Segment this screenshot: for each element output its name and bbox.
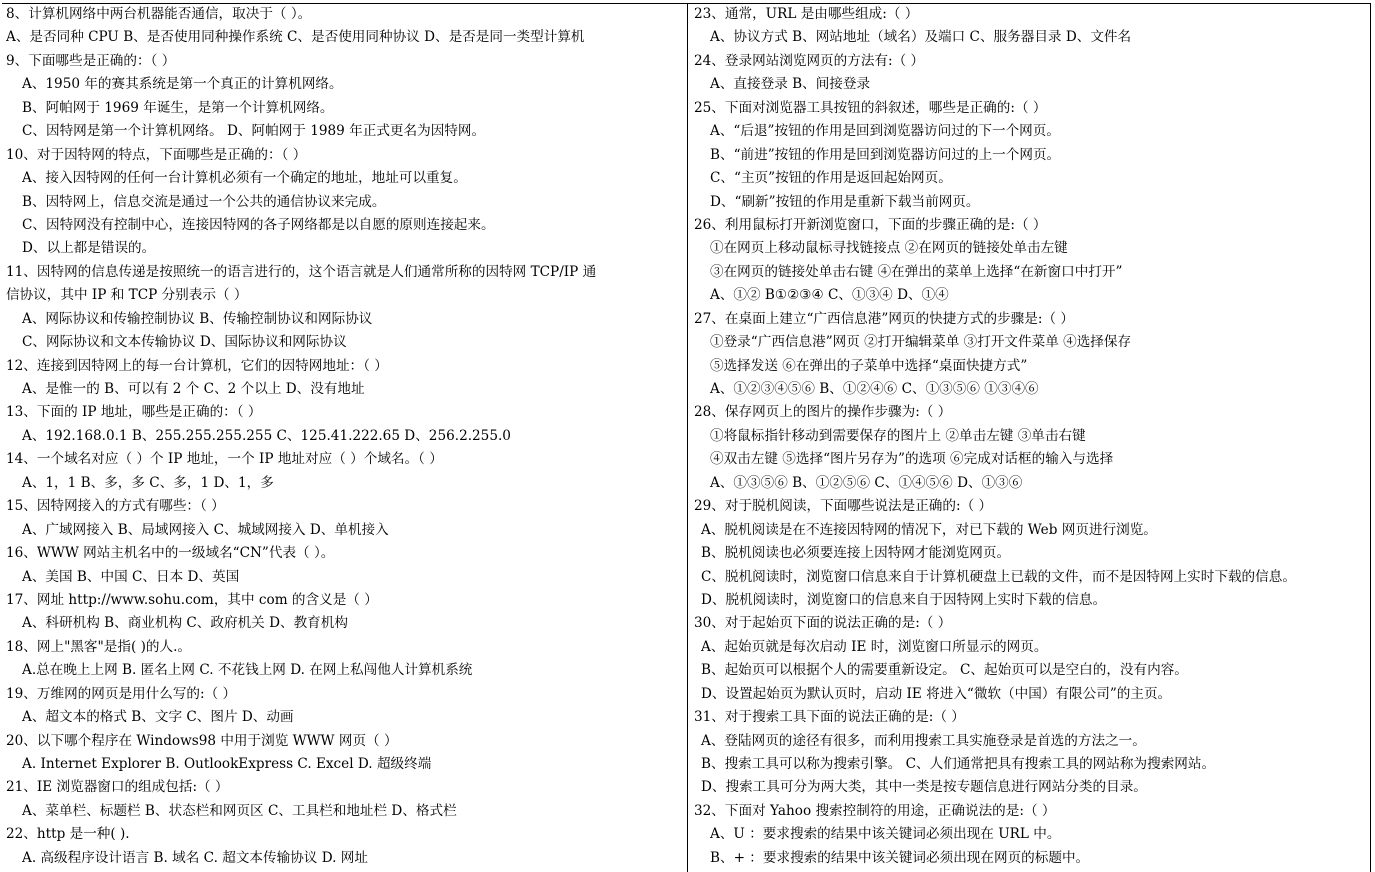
option-line: C、因特网是第一个计算机网络。 D、阿帕网于 1989 年正式更名为因特网。 bbox=[22, 123, 486, 140]
question-line: 11、因特网的信息传递是按照统一的语言进行的，这个语言就是人们通常所称的因特网 TCP/IP 通 bbox=[6, 263, 597, 280]
option-line: A、1，1 B、多，多 C、多，1 D、1，多 bbox=[22, 474, 274, 491]
question-line: 15、因特网接入的方式有哪些：（ ） bbox=[6, 498, 225, 515]
right-border bbox=[1370, 3, 1371, 872]
option-line: A、直接登录 B、间接登录 bbox=[710, 76, 871, 93]
question-line: 22、http 是一种( ). bbox=[6, 826, 130, 843]
option-line: A、科研机构 B、商业机构 C、政府机关 D、教育机构 bbox=[22, 615, 348, 632]
option-line: ④双击左键 ⑤选择“图片另存为”的选项 ⑥完成对话框的输入与选择 bbox=[710, 451, 1114, 468]
option-line: ①登录“广西信息港”网页 ②打开编辑菜单 ③打开文件菜单 ④选择保存 bbox=[710, 334, 1132, 351]
question-line: 20、以下哪个程序在 Windows98 中用于浏览 WWW 网页（ ） bbox=[6, 732, 398, 749]
question-line: 14、一个域名对应（ ）个 IP 地址，一个 IP 地址对应（ ）个域名。（ ） bbox=[6, 451, 443, 468]
left-column bbox=[6, 3, 684, 869]
option-line: A、脱机阅读是在不连接因特网的情况下，对已下载的 Web 网页进行浏览。 bbox=[701, 521, 1157, 538]
question-line: 18、网上"黑客"是指( )的人.。 bbox=[6, 638, 191, 655]
question-line: 21、IE 浏览器窗口的组成包括:（ ） bbox=[6, 779, 229, 796]
option-line: A.总在晚上上网 B. 匿名上网 C. 不花钱上网 D. 在网上私闯他人计算机系统 bbox=[22, 662, 473, 679]
option-line: A、U ：要求搜索的结果中该关键词必须出现在 URL 中。 bbox=[710, 826, 1061, 843]
option-line: A、是惟一的 B、可以有 2 个 C、2 个以上 D、没有地址 bbox=[22, 381, 365, 397]
option-line: D、“刷新”按钮的作用是重新下载当前网页。 bbox=[710, 193, 980, 210]
option-line: ⑤选择发送 ⑥在弹出的子菜单中选择“桌面快捷方式” bbox=[710, 357, 1028, 374]
right-column bbox=[694, 3, 1368, 869]
option-line: D、设置起始页为默认页时，启动 IE 将进入“微软（中国）有限公司”的主页。 bbox=[701, 685, 1172, 702]
option-line: B、因特网上，信息交流是通过一个公共的通信协议来完成。 bbox=[22, 193, 386, 210]
option-line: A、广域网接入 B、局域网接入 C、城域网接入 D、单机接入 bbox=[22, 521, 389, 538]
option-line: B、起始页可以根据个人的需要重新设定。 C、起始页可以是空白的，没有内容。 bbox=[701, 662, 1188, 679]
option-line: B、搜索工具可以称为搜索引擎。 C、人们通常把具有搜索工具的网站称为搜索网站。 bbox=[701, 756, 1216, 772]
option-line: C、网际协议和文本传输协议 D、国际协议和网际协议 bbox=[22, 334, 347, 351]
option-line: B、+ ：要求搜索的结果中该关键词必须出现在网页的标题中。 bbox=[710, 849, 1090, 866]
option-line: D、搜索工具可分为两大类，其中一类是按专题信息进行网站分类的目录。 bbox=[701, 779, 1147, 796]
question-line: 12、连接到因特网上的每一台计算机，它们的因特网地址：（ ） bbox=[6, 357, 388, 374]
option-line: A、①③⑤⑥ B、①②⑤⑥ C、①④⑤⑥ D、①③⑥ bbox=[710, 474, 1023, 491]
option-line: A、1950 年的赛其系统是第一个真正的计算机网络。 bbox=[22, 76, 343, 93]
option-line: A、菜单栏、标题栏 B、状态栏和网页区 C、工具栏和地址栏 D、格式栏 bbox=[22, 802, 457, 819]
question-line: 10、对于因特网的特点，下面哪些是正确的：（ ） bbox=[6, 146, 307, 163]
question-line: 16、WWW 网站主机名中的一级域名“CN”代表（ ）。 bbox=[6, 545, 335, 562]
option-line: A、网际协议和传输控制协议 B、传输控制协议和网际协议 bbox=[22, 310, 373, 327]
question-line: 19、万维网的网页是用什么写的:（ ） bbox=[6, 685, 237, 702]
question-line: 29、对于脱机阅读，下面哪些说法是正确的:（ ） bbox=[694, 498, 993, 515]
question-line: 24、登录网站浏览网页的方法有:（ ） bbox=[694, 52, 925, 69]
option-line: B、脱机阅读也必须要连接上因特网才能浏览网页。 bbox=[701, 545, 1011, 562]
question-line: 23、通常，URL 是由哪些组成:（ ） bbox=[694, 6, 919, 22]
question-line: 8、计算机网络中两台机器能否通信，取决于（ ）。 bbox=[6, 6, 312, 22]
option-line: ①将鼠标指针移动到需要保存的图片上 ②单击左键 ③单击右键 bbox=[710, 427, 1086, 444]
option-line: A、美国 B、中国 C、日本 D、英国 bbox=[22, 568, 240, 585]
question-line: 27、在桌面上建立“广西信息港”网页的快捷方式的步骤是:（ ） bbox=[694, 310, 1074, 327]
option-line: A、登陆网页的途径有很多，而利用搜索工具实施登录是首选的方法之一。 bbox=[701, 732, 1146, 749]
question-line: 28、保存网页上的图片的操作步骤为:（ ） bbox=[694, 404, 952, 421]
option-line: ③在网页的链接处单击右键 ④在弹出的菜单上选择“在新窗口中打开” bbox=[710, 263, 1123, 280]
option-line: C、“主页”按钮的作用是返回起始网页。 bbox=[710, 170, 952, 187]
question-line: A、是否同种 CPU B、是否使用同种操作系统 C、是否使用同种协议 D、是否是同一类型计算机 bbox=[6, 29, 585, 46]
question-line: 31、对于搜索工具下面的说法正确的是:（ ） bbox=[694, 709, 965, 726]
option-line: A. 高级程序设计语言 B. 域名 C. 超文本传输协议 D. 网址 bbox=[22, 849, 368, 866]
question-line: 17、网址 http://www.sohu.com，其中 com 的含义是（ ） bbox=[6, 591, 378, 608]
option-line: A、①②③④⑤⑥ B、①②④⑥ C、①③⑤⑥ ①③④⑥ bbox=[710, 381, 1039, 397]
column-divider bbox=[687, 3, 688, 872]
option-line: A、①② B①②③④ C、①③④ D、①④ bbox=[710, 287, 949, 304]
question-line: 30、对于起始页下面的说法正确的是:（ ） bbox=[694, 615, 952, 632]
option-line: ①在网页上移动鼠标寻找链接点 ②在网页的链接处单击左键 bbox=[710, 240, 1068, 257]
question-line: 26、利用鼠标打开新浏览窗口，下面的步骤正确的是:（ ） bbox=[694, 216, 1047, 233]
option-line: A、“后退”按钮的作用是回到浏览器访问过的下一个网页。 bbox=[710, 123, 1060, 140]
option-line: A、协议方式 B、网站地址（域名）及端口 C、服务器目录 D、文件名 bbox=[710, 29, 1132, 46]
question-line: 13、下面的 IP 地址，哪些是正确的：（ ） bbox=[6, 404, 262, 421]
option-line: D、以上都是错误的。 bbox=[22, 240, 156, 257]
option-line: B、阿帕网于 1969 年诞生，是第一个计算机网络。 bbox=[22, 99, 334, 116]
question-line: 32、下面对 Yahoo 搜索控制符的用途，正确说法的是:（ ） bbox=[694, 802, 1056, 819]
question-line: 9、下面哪些是正确的：（ ） bbox=[6, 52, 176, 69]
option-line: D、脱机阅读时，浏览窗口的信息来自于因特网上实时下载的信息。 bbox=[701, 591, 1107, 608]
option-line: C、因特网没有控制中心，连接因特网的各子网络都是以自愿的原则连接起来。 bbox=[22, 216, 495, 233]
option-line: A、超文本的格式 B、文字 C、图片 D、动画 bbox=[22, 709, 294, 726]
option-line: C、脱机阅读时，浏览窗口信息来自于计算机硬盘上已载的文件，而不是因特网上实时下载的信息。 bbox=[701, 568, 1296, 585]
option-line: A、192.168.0.1 B、255.255.255.255 C、125.41.222.65 D、256.2.255.0 bbox=[22, 427, 511, 444]
option-line: A、接入因特网的任何一台计算机必须有一个确定的地址，地址可以重复。 bbox=[22, 170, 467, 187]
option-line: A. Internet Explorer B. OutlookExpress C. Excel D. 超级终端 bbox=[22, 756, 432, 772]
question-line: 信协议，其中 IP 和 TCP 分别表示（ ） bbox=[6, 287, 248, 304]
option-line: A、起始页就是每次启动 IE 时，浏览窗口所显示的网页。 bbox=[701, 638, 1048, 655]
question-line: 25、下面对浏览器工具按钮的斜叙述，哪些是正确的:（ ） bbox=[694, 99, 1047, 116]
option-line: B、“前进”按钮的作用是回到浏览器访问过的上一个网页。 bbox=[710, 146, 1061, 163]
